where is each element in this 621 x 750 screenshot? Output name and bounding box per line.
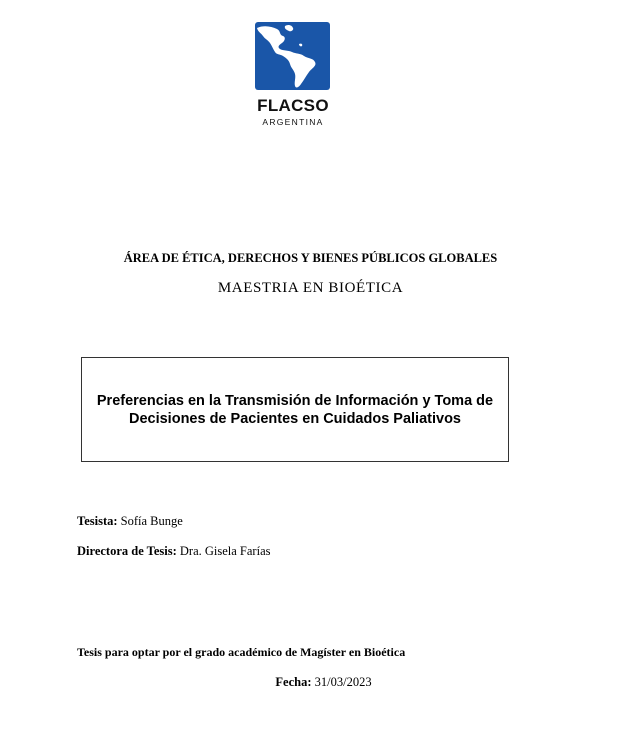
author-name: Sofía Bunge xyxy=(120,514,183,528)
americas-map-icon xyxy=(255,22,330,90)
thesis-title-line-1: Preferencias en la Transmisión de Información y Toma de xyxy=(96,392,494,409)
flacso-logo xyxy=(250,20,340,130)
date-value: 31/03/2023 xyxy=(314,675,372,689)
degree-statement: Tesis para optar por el grado académico de Magíster en Bioética xyxy=(77,645,406,659)
date-line xyxy=(0,675,621,690)
logo-name: FLACSO xyxy=(257,96,329,115)
author-label: Tesista: xyxy=(77,514,118,528)
logo-subtitle: ARGENTINA xyxy=(262,117,324,127)
thesis-title xyxy=(90,392,500,428)
director-line xyxy=(77,544,271,559)
director-label: Directora de Tesis: xyxy=(77,544,177,558)
thesis-title-line-2: Decisiones de Pacientes en Cuidados Paliativos xyxy=(128,410,461,427)
director-name: Dra. Gisela Farías xyxy=(179,544,271,558)
area-heading: ÁREA DE ÉTICA, DERECHOS Y BIENES PÚBLICOS GLOBALES xyxy=(123,251,498,265)
thesis-title-box xyxy=(81,357,509,462)
program-heading: MAESTRIA EN BIOÉTICA xyxy=(217,280,404,296)
author-line xyxy=(77,514,183,529)
date-label: Fecha: xyxy=(275,675,312,689)
